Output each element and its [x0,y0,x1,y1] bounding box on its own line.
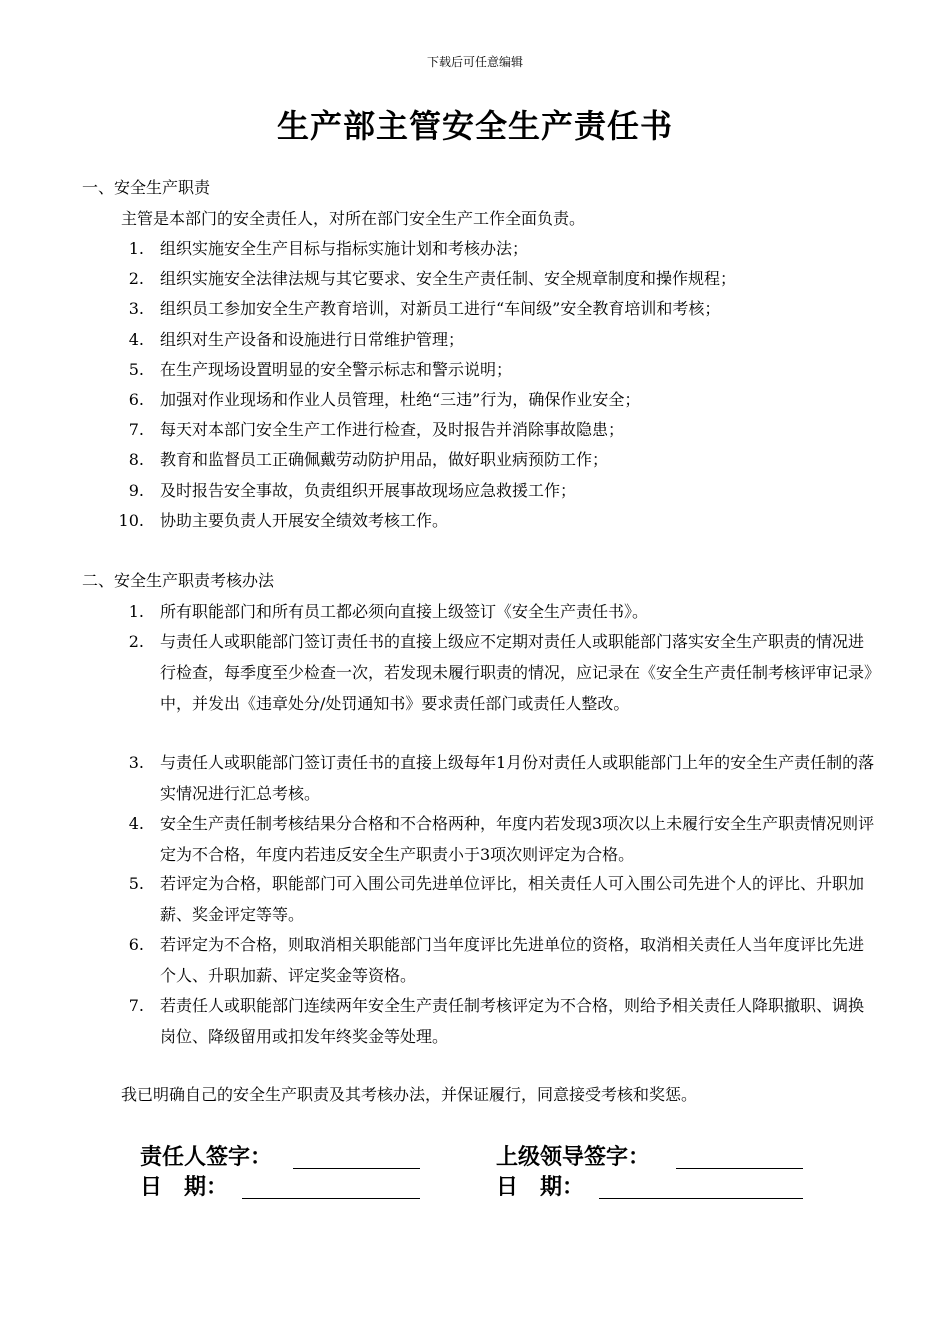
item-text: 组织员工参加安全生产教育培训，对新员工进行“车间级”安全教育培训和考核； [160,299,721,318]
item-number: 1. [128,602,144,621]
person-signature-line[interactable] [293,1168,420,1169]
item-text: 组织实施安全生产目标与指标实施计划和考核办法； [160,239,529,258]
person-date-line[interactable] [242,1198,420,1199]
list-item [118,505,878,536]
list-item [118,384,878,415]
item-number: 4. [128,814,144,833]
list-item [118,808,878,870]
list-item [118,263,878,294]
person-signature-label: 责任人签字： [140,1145,273,1170]
item-text: 协助主要负责人开展安全绩效考核工作。 [160,511,449,530]
list-item [118,414,878,445]
leader-signature-line[interactable] [676,1168,803,1169]
item-text: 组织实施安全法律法规与其它要求、安全生产责任制、安全规章制度和操作规程； [160,269,737,288]
item-number: 7. [128,420,144,439]
document-title: 生产部主管安全生产责任书 [276,107,673,145]
list-item [118,747,878,809]
item-text: 加强对作业现场和作业人员管理，杜绝“三违”行为，确保作业安全； [160,390,641,409]
item-number: 7. [128,996,144,1015]
list-item [118,354,878,385]
item-text: 若责任人或职能部门连续两年安全生产责任制考核评定为不合格，则给予相关责任人降职撤职、调换岗位、降级留用或扣发年终奖金等处理。 [160,996,865,1046]
item-text: 若评定为不合格，则取消相关职能部门当年度评比先进单位的资格，取消相关责任人当年度评比先进个人、升职加薪、评定奖金等资格。 [160,935,865,985]
list-item [118,324,878,355]
list-item [118,596,878,627]
section1-heading: 一、安全生产职责 [82,178,211,197]
section2-heading: 二、安全生产职责考核办法 [82,571,275,590]
list-item [118,990,878,1052]
item-number: 6. [128,935,144,954]
list-item [118,233,878,264]
item-number: 8. [128,450,144,469]
item-number: 5. [128,874,144,893]
pledge-statement: 我已明确自己的安全生产职责及其考核办法，并保证履行，同意接受考核和奖惩。 [121,1085,698,1104]
item-number: 3. [128,753,144,772]
list-item [118,626,878,719]
item-text: 安全生产责任制考核结果分合格和不合格两种，年度内若发现3项次以上未履行安全生产职责情况则评定为不合格，年度内若违反安全生产职责小于3项次则评定为合格。 [160,814,875,864]
item-text: 与责任人或职能部门签订责任书的直接上级应不定期对责任人或职能部门落实安全生产职责的情况进行检查，每季度至少检查一次，若发现未履行职责的情况，应记录在《安全生产责任制考核评审记录》中，并发出《违章处分/处罚通知书》要求责任部门或责任人整改。 [160,632,873,713]
item-text: 与责任人或职能部门签订责任书的直接上级每年1月份对责任人或职能部门上年的安全生产责任制的落实情况进行汇总考核。 [160,753,875,803]
item-text: 每天对本部门安全生产工作进行检查，及时报告并消除事故隐患； [160,420,625,439]
item-number: 5. [128,360,144,379]
item-text: 及时报告安全事故，负责组织开展事故现场应急救援工作； [160,481,577,500]
person-date-label: 日 期： [140,1175,229,1200]
section1-intro: 主管是本部门的安全责任人，对所在部门安全生产工作全面负责。 [121,209,586,228]
list-item [118,293,878,324]
list-item [118,929,878,991]
header-note: 下载后可任意编辑 [426,55,523,69]
item-number: 10. [118,511,144,530]
item-number: 3. [128,299,144,318]
leader-date-label: 日 期： [496,1175,585,1200]
leader-date-line[interactable] [599,1198,803,1199]
list-item [118,444,878,475]
leader-signature-label: 上级领导签字： [496,1145,651,1170]
item-text: 在生产现场设置明显的安全警示标志和警示说明； [160,360,513,379]
item-number: 4. [128,330,144,349]
item-text: 若评定为合格，职能部门可入围公司先进单位评比，相关责任人可入围公司先进个人的评比、升职加薪、奖金评定等等。 [160,874,865,924]
list-item [118,475,878,506]
item-number: 9. [128,481,144,500]
item-text: 组织对生产设备和设施进行日常维护管理； [160,330,465,349]
item-number: 6. [128,390,144,409]
item-number: 1. [128,239,144,258]
item-text: 教育和监督员工正确佩戴劳动防护用品，做好职业病预防工作； [160,450,609,469]
item-text: 所有职能部门和所有员工都必须向直接上级签订《安全生产责任书》。 [160,602,649,621]
item-number: 2. [128,269,144,288]
list-item [118,868,878,930]
item-number: 2. [128,632,144,651]
